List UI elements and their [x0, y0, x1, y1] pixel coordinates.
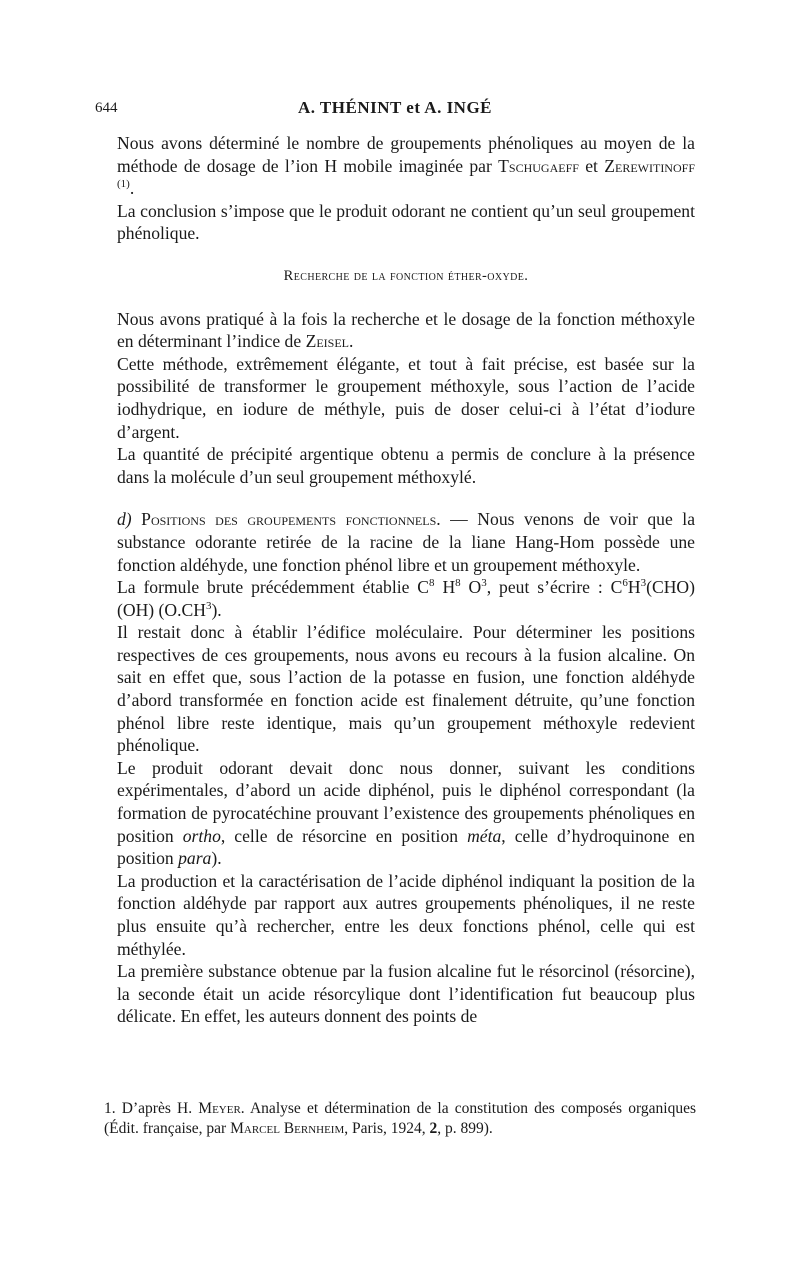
paragraph-8: Il restait donc à établir l’édifice moléculaire. Pour déterminer les positions respectives de ces groupements, nous avons eu recours à la fusion alcaline. On sait en effet que, sous l’action de la potasse en fusion, une fonction aldéhyde d’abord transformée en fonction acide est finalement détruite, qu’une fonction phénol libre reste identique, mais qu’un groupement méthoxyle redevient phénolique. — [117, 622, 695, 756]
paragraph-5: La quantité de précipité argentique obtenu a permis de conclure à la présence dans la molécule d’un seul groupement méthoxylé. — [117, 444, 695, 487]
paragraph-1: Nous avons déterminé le nombre de groupements phénoliques au moyen de la méthode de dosage de l’ion H mobile imaginée par Tschugaeff et Zerewitinoff $^{(1)}$. — [117, 133, 695, 199]
paragraph-9: Le produit odorant devait donc nous donner, suivant les conditions expérimentales, d’abord un acide diphénol, puis le diphénol correspondant (la formation de pyrocatéchine prouvant l’existence des groupements phénoliques en position ortho, celle de résorcine en position méta, celle d’hydroquinone en position para). — [117, 757, 695, 869]
running-title: A. THÉNINT et A. INGÉ — [297, 98, 493, 117]
author-name: Zerewitinoff — [604, 155, 695, 176]
paragraph-3: Nous avons pratiqué à la fois la recherche et le dosage de la fonction méthoxyle en déterminant l’indice de Zeisel. — [117, 308, 695, 352]
paragraph-4: Cette méthode, extrêmement élégante, et tout à fait précise, est basée sur la possibilité de transformer le groupement méthoxyle, sous l’action de l’acide iodhydrique, en iodure de méthyle, puis de doser celui-ci à l’état d’iodure d’argent. — [117, 353, 695, 442]
subsection-heading: Positions des groupements fonctionnels. — [131, 509, 441, 530]
paragraph-7: La formule brute précédemment établie $C^8$ $H^8$ $O^3$, peut s’écrire : $C^6H^3(CHO)$ (OH) $(O.CH^3)$. — [117, 577, 695, 620]
paragraph-6: d) Positions des groupements fonctionnels. — Nous venons de voir que la substance odorante retirée de la racine de la liane Hang-Hom possède une fonction aldéhyde, une fonction phénol libre et un groupement méthoxyle. — [117, 509, 695, 575]
footnote: 1. D’après H. Meyer. Analyse et détermination de la constitution des composés organiques (Édit. française, par Marcel Bernheim, Paris, 1924, 2, p. 899). — [104, 1100, 696, 1137]
page-header — [95, 100, 695, 124]
subsection-label: d) — [117, 509, 132, 530]
footnote-reference: (1) — [117, 178, 130, 191]
page-number: 644 — [95, 100, 118, 116]
main-text — [117, 132, 695, 1028]
paragraph-11: La première substance obtenue par la fusion alcaline fut le résorcinol (résorcine), la seconde était un acide résorcylique dont l’identification fut beaucoup plus délicate. En effet, les auteurs donnent des points de — [117, 961, 695, 1027]
author-name: Zeisel — [305, 331, 349, 352]
author-name: Tschugaeff — [498, 155, 579, 176]
paragraph-10: La production et la caractérisation de l’acide diphénol indiquant la position de la fonction aldéhyde par rapport aux autres groupements phénoliques, il ne reste plus ensuite qu’à rechercher, entre les deux fonctions phénol, celle qui est méthylée. — [117, 870, 695, 959]
footnote-translator: Marcel Bernheim — [230, 1120, 345, 1137]
section-heading: Recherche de la fonction éther-oxyde. — [283, 267, 529, 284]
footnote-number: 1. — [104, 1100, 116, 1117]
footnote-author: Meyer — [198, 1100, 241, 1117]
paragraph-2: La conclusion s’impose que le produit odorant ne contient qu’un seul groupement phénolique. — [117, 200, 695, 244]
